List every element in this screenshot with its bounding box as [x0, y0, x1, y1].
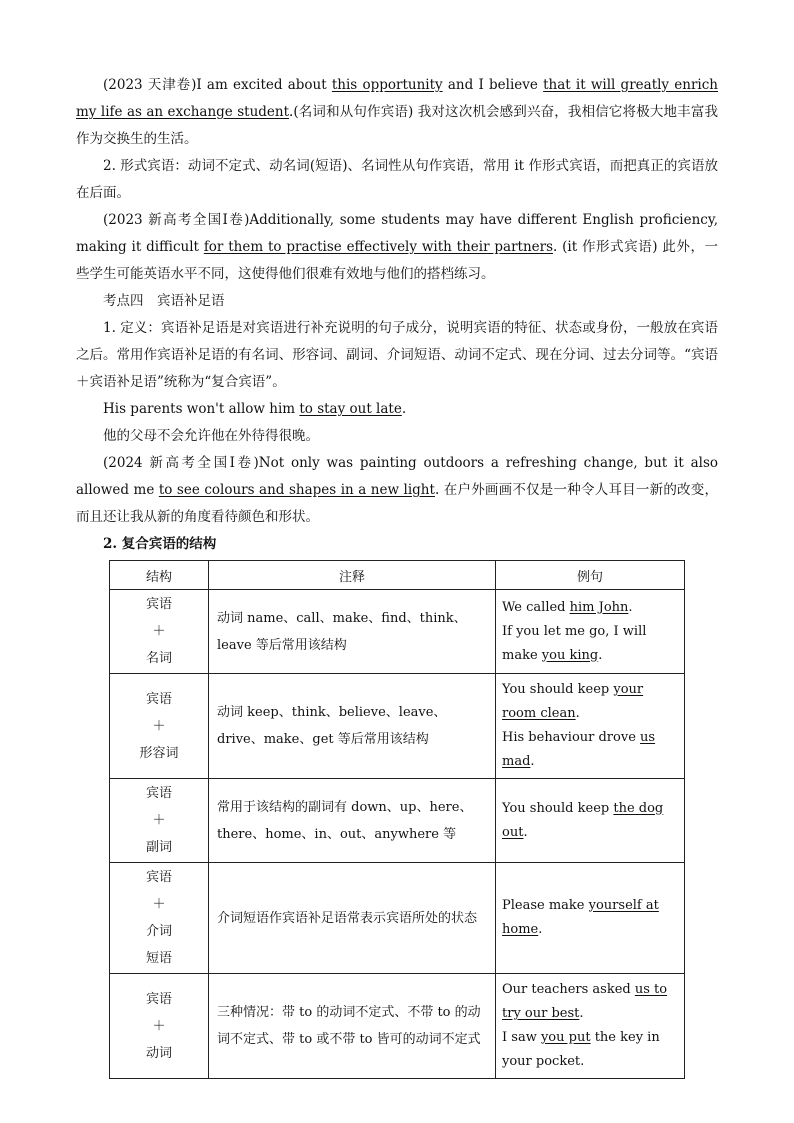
paragraph-example-national-2024: (2024 新高考全国Ⅰ卷)Not only was painting outdoors a refreshing change, but it also allowed me to see colours and shapes in a new light. 在户外画画不仅是一种令人耳目一新的改变，而且还让我从新的角度看待颜色和形状。 — [76, 455, 718, 525]
header-note: 注释 — [209, 561, 496, 590]
paragraph-example-tianjin: (2023 天津卷)I am excited about this opportunity and I believe that it will greatly enrich my life as an exchange student.(名词和从句作宾语) 我对这次机会感到兴奋，我相信它将极大地丰富我作为交换生的生活。 — [76, 77, 718, 147]
underlined-object: this opportunity — [331, 77, 443, 93]
table-heading: 2. 复合宾语的结构 — [103, 536, 217, 552]
table-row — [110, 674, 685, 779]
note-cell: 介词短语作宾语补足语常表示宾语所处的状态 — [209, 863, 496, 974]
example-cell: We called him John. If you let me go, I will make you king. — [496, 590, 685, 674]
paragraph-definition: 1. 定义：宾语补足语是对宾语进行补充说明的句子成分，说明宾语的特征、状态或身份，一般放在宾语之后。常用作宾语补足语的有名词、形容词、副词、介词短语、动词不定式、现在分词、过去分词等。“宾语＋宾语补足语”统称为“复合宾语”。 — [76, 320, 718, 390]
underlined-real-object: for them to practise effectively with their partners — [203, 239, 554, 255]
underlined-complement: to stay out late — [299, 401, 402, 417]
example-cell: Please make yourself at home. — [496, 863, 685, 974]
note-cell: 动词 keep、think、believe、leave、drive、make、get 等后常用该结构 — [209, 674, 496, 779]
structure-cell: 宾语 ＋ 动词 — [110, 974, 209, 1079]
example-sentence: His parents won't allow him to stay out late. — [103, 401, 407, 417]
complex-object-table — [109, 560, 685, 1079]
structure-cell: 宾语 ＋ 形容词 — [110, 674, 209, 779]
example-cell: You should keep your room clean. His behaviour drove us mad. — [496, 674, 685, 779]
structure-cell: 宾语 ＋ 名词 — [110, 590, 209, 674]
header-example: 例句 — [496, 561, 685, 590]
header-structure: 结构 — [110, 561, 209, 590]
table-header-row — [110, 561, 685, 590]
underlined-complement: to see colours and shapes in a new light — [158, 482, 435, 498]
note-cell: 三种情况：带 to 的动词不定式、不带 to 的动词不定式、带 to 或不带 to 皆可的动词不定式 — [209, 974, 496, 1079]
note-cell: 常用于该结构的副词有 down、up、here、there、home、in、out、anywhere 等 — [209, 779, 496, 863]
note-cell: 动词 name、call、make、find、think、leave 等后常用该结构 — [209, 590, 496, 674]
paragraph-formal-object: 2. 形式宾语：动词不定式、动名词(短语)、名词性从句作宾语，常用 it 作形式宾语，而把真正的宾语放在后面。 — [76, 158, 718, 201]
example-cell: Our teachers asked us to try our best. I saw you put the key in your pocket. — [496, 974, 685, 1079]
section-heading: 考点四 宾语补足语 — [103, 293, 225, 309]
structure-cell: 宾语 ＋ 副词 — [110, 779, 209, 863]
structure-cell: 宾语 ＋ 介词 短语 — [110, 863, 209, 974]
table-row — [110, 974, 685, 1079]
table-row — [110, 590, 685, 674]
table-row — [110, 779, 685, 863]
underlined-clause: that it will greatly enrich my life as an exchange student — [76, 77, 718, 120]
example-cell: You should keep the dog out. — [496, 779, 685, 863]
paragraph-example-national-2023: (2023 新高考全国Ⅰ卷)Additionally, some students may have different English proficiency, making it difficult for them to practise effectively with their partners. (it 作形式宾语) 此外，一些学生可能英语水平不同，这使得他们很难有效地与他们的搭档练习。 — [76, 212, 718, 282]
example-translation: 他的父母不会允许他在外待得很晚。 — [103, 428, 319, 444]
table-row — [110, 863, 685, 974]
document-page — [76, 72, 718, 1079]
